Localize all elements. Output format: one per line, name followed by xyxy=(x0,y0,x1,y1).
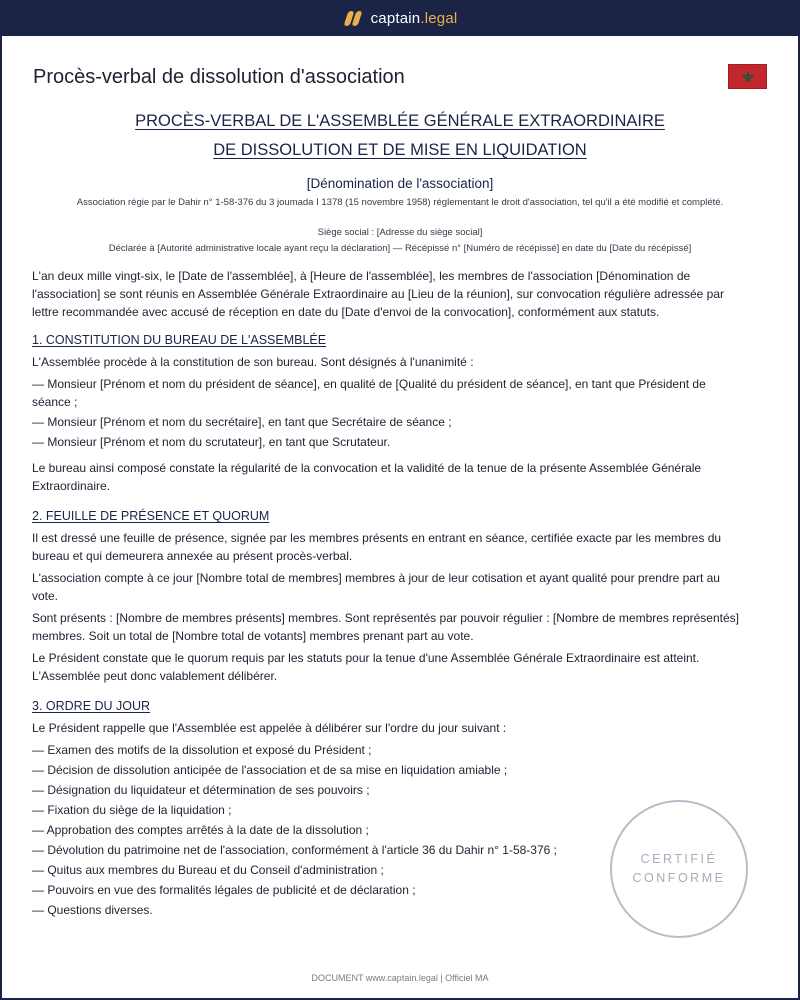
registered-office: Siège social : [Adresse du siège social] xyxy=(317,227,483,238)
agenda-item: — Quitus aux membres du Bureau et du Conseil d'administration ; xyxy=(32,863,384,877)
agenda-item: — Fixation du siège de la liquidation ; xyxy=(32,803,232,817)
stamp-line-2: CONFORME xyxy=(632,871,726,885)
section-3-title: 3. ORDRE DU JOUR xyxy=(32,699,151,713)
section-1-title: 1. CONSTITUTION DU BUREAU DE L'ASSEMBLÉE xyxy=(32,333,327,347)
legal-regime-text: Association régie par le Dahir n° 1-58-376 du 3 joumada I 1378 (15 novembre 1958) réglementant le droit d'association, tel qu'il a été modifié et complété. xyxy=(76,197,724,208)
morocco-flag-icon xyxy=(728,64,767,89)
brand-main: captain xyxy=(370,9,421,27)
main-heading-line-1: PROCÈS-VERBAL DE L'ASSEMBLÉE GÉNÉRALE EXTRAORDINAIRE xyxy=(135,112,665,130)
certified-stamp xyxy=(610,800,748,938)
agenda-item: — Approbation des comptes arrêtés à la date de la dissolution ; xyxy=(32,823,369,837)
agenda-item: — Examen des motifs de la dissolution et exposé du Président ; xyxy=(32,743,372,757)
brand-accent: .legal xyxy=(420,9,458,27)
page-title: Procès-verbal de dissolution d'association xyxy=(33,66,405,88)
main-heading-line-2: DE DISSOLUTION ET DE MISE EN LIQUIDATION xyxy=(213,141,587,159)
brand-name[interactable] xyxy=(371,10,458,27)
section-3-paragraph-1: Le Président rappelle que l'Assemblée est appelée à délibérer sur l'ordre du jour suivant : xyxy=(32,721,507,735)
agenda-item: — Dévolution du patrimoine net de l'association, conformément à l'article 36 du Dahir n° 1-58-376 ; xyxy=(32,843,557,857)
list-item: — Monsieur [Prénom et nom du secrétaire], en tant que Secrétaire de séance ; xyxy=(32,415,452,429)
section-1-paragraph-1: L'Assemblée procède à la constitution de son bureau. Sont désignés à l'unanimité : xyxy=(32,355,474,369)
section-2-paragraph-1: Il est dressé une feuille de présence, signée par les membres présents en entrant en séance, certifiée exacte par les membres du bureau et qui demeurera annexée au présent procès-verbal. xyxy=(32,531,722,563)
agenda-item: — Questions diverses. xyxy=(32,903,153,917)
page-footer: DOCUMENT www.captain.legal | Officiel MA xyxy=(311,973,489,983)
agenda-item: — Décision de dissolution anticipée de l'association et de sa mise en liquidation amiable ; xyxy=(32,763,508,777)
declaration-text: Déclarée à [Autorité administrative locale ayant reçu la déclaration] — Récépissé n° [Numéro de récépissé] en date du [Date du récépissé] xyxy=(108,243,692,254)
list-item: — Monsieur [Prénom et nom du président de séance], en qualité de [Qualité du président de séance], en tant que Président de séance ; xyxy=(32,377,706,409)
section-2-title: 2. FEUILLE DE PRÉSENCE ET QUORUM xyxy=(32,509,270,523)
section-2-paragraph-4: Le Président constate que le quorum requis par les statuts pour la tenue d'une Assemblée Générale Extraordinaire est atteint. L'Assemblée peut donc valablement délibérer. xyxy=(32,651,700,683)
section-1-paragraph-2: Le bureau ainsi composé constate la régularité de la convocation et la validité de la tenue de la présente Assemblée Générale Extraordinaire. xyxy=(32,461,702,493)
intro-paragraph: L'an deux mille vingt-six, le [Date de l'assemblée], à [Heure de l'assemblée], les membres de l'association [Dénomination de l'association] se sont réunis en Assemblée Générale Extraordinaire au [Lieu de la réunion], sur convocation régulière adressée par lettre recommandée avec accusé de réception en date du [Date d'envoi de la convocation], conformément aux statuts. xyxy=(32,269,725,319)
agenda-item: — Désignation du liquidateur et détermination de ses pouvoirs ; xyxy=(32,783,370,797)
section-2-paragraph-3: Sont présents : [Nombre de membres présents] membres. Sont représentés par pouvoir régulier : [Nombre de membres représentés] membres. Soit un total de [Nombre total de votants] membres prenant part au vote. xyxy=(32,611,739,643)
stamp-line-1: CERTIFIÉ xyxy=(640,852,718,866)
association-denomination: [Dénomination de l'association] xyxy=(306,176,494,191)
section-2-paragraph-2: L'association compte à ce jour [Nombre total de membres] membres à jour de leur cotisation et ayant qualité pour prendre part au vote. xyxy=(32,571,720,603)
top-bar xyxy=(0,0,800,36)
agenda-item: — Pouvoirs en vue des formalités légales de publicité et de déclaration ; xyxy=(32,883,416,897)
list-item: — Monsieur [Prénom et nom du scrutateur], en tant que Scrutateur. xyxy=(32,435,391,449)
captain-legal-logo-icon xyxy=(343,10,363,26)
document-page xyxy=(2,36,798,998)
